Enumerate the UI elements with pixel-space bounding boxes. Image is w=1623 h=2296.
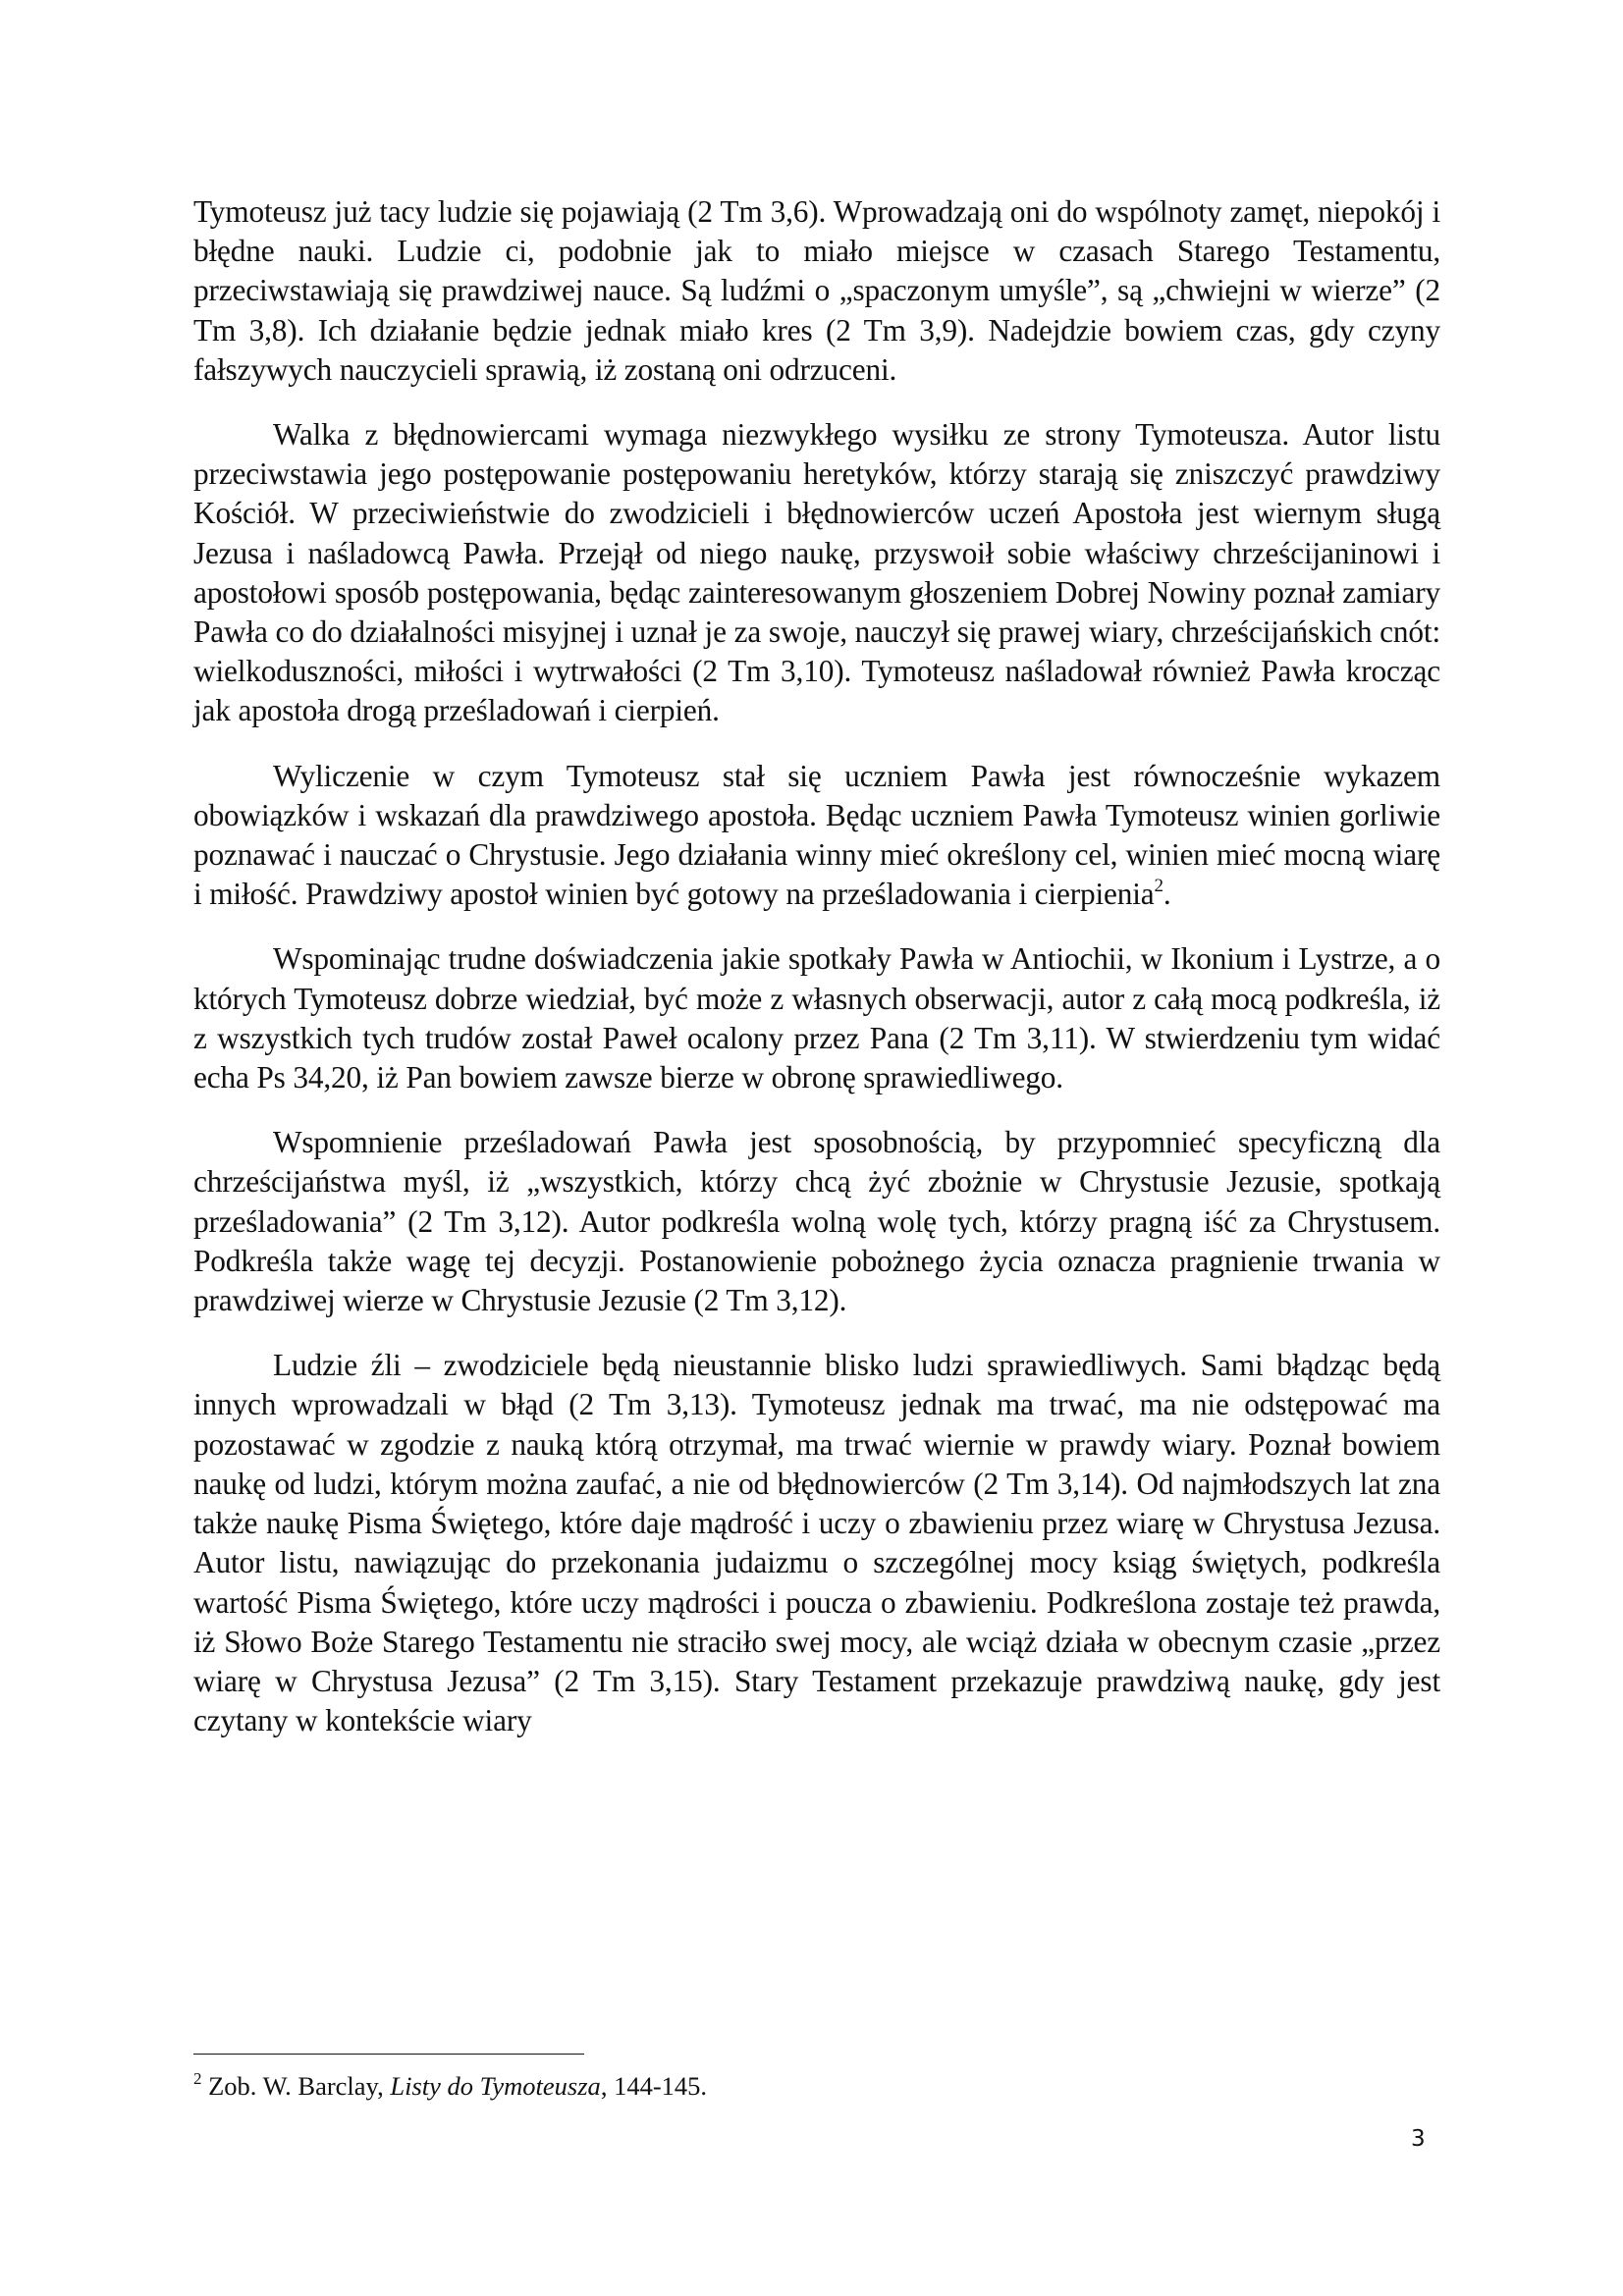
footnote: [193, 2069, 707, 2103]
document-body: [193, 192, 1440, 1766]
footnote-number: 2: [193, 2069, 202, 2088]
paragraph-3-tail: .: [1163, 877, 1171, 912]
paragraph-3-text: Wyliczenie w czym Tymoteusz stał się uczniem Pawła jest równocześnie wykazem obowiązków i wskazań dla prawdziwego apostoła. Będąc uczniem Pawła Tymoteusz winien gorliwie poznawać i nauczać o Chrystusie. Jego działania winny mieć określony cel, winien mieć mocną wiarę i miłość. Prawdziwy apostoł winien być gotowy na prześladowania i cierpienia: [193, 758, 1440, 912]
paragraph-3: [193, 757, 1440, 915]
footnote-prefix: Zob. W. Barclay,: [201, 2071, 391, 2101]
footnote-separator: [193, 2054, 584, 2055]
paragraph-1: Tymoteusz już tacy ludzie się pojawiają (2 Tm 3,6). Wprowadzają oni do wspólnoty zamęt, niepokój i błędne nauki. Ludzie ci, podobnie jak to miało miejsce w czasach Starego Testamentu, przeciwstawiają się prawdziwej nauce. Są ludźmi o „spaczonym umyśle”, są „chwiejni w wierze” (2 Tm 3,8). Ich działanie będzie jednak miało kres (2 Tm 3,9). Nadejdzie bowiem czas, gdy czyny fałszywych nauczycieli sprawią, iż zostaną oni odrzuceni.: [193, 194, 1440, 387]
paragraph-5: Wspomnienie prześladowań Pawła jest sposobnością, by przypomnieć specyficzną dla chrześcijaństwa myśl, iż „wszystkich, którzy chcą żyć zbożnie w Chrystusie Jezusie, spotkają prześladowania” (2 Tm 3,12). Autor podkreśla wolną wolę tych, którzy pragną iść za Chrystusem. Podkreśla także wagę tej decyzji. Postanowienie pobożnego życia oznacza pragnienie trwania w prawdziwej wierze w Chrystusie Jezusie (2 Tm 3,12).: [193, 1125, 1440, 1318]
paragraph-4: Wspominając trudne doświadczenia jakie spotkały Pawła w Antiochii, w Ikonium i Lystrze, a o których Tymoteusz dobrze wiedział, być może z własnych obserwacji, autor z całą mocą podkreśla, iż z wszystkich tych trudów został Paweł ocalony przez Pana (2 Tm 3,11). W stwierdzeniu tym widać echa Ps 34,20, iż Pan bowiem zawsze bierze w obronę sprawiedliwego.: [193, 941, 1440, 1095]
paragraph-2: Walka z błędnowiercami wymaga niezwykłego wysiłku ze strony Tymoteusza. Autor listu przeciwstawia jego postępowanie postępowaniu heretyków, którzy starają się zniszczyć prawdziwy Kościół. W przeciwieństwie do zwodzicieli i błędnowierców uczeń Apostoła jest wiernym sługą Jezusa i naśladowcą Pawła. Przejął od niego naukę, przyswoił sobie właściwy chrześcijaninowi i apostołowi sposób postępowania, będąc zainteresowanym głoszeniem Dobrej Nowiny poznał zamiary Pawła co do działalności misyjnej i uznał je za swoje, nauczył się prawej wiary, chrześcijańskich cnót: wielkoduszności, miłości i wytrwałości (2 Tm 3,10). Tymoteusz naśladował również Pawła krocząc jak apostoła drogą prześladowań i cierpień.: [193, 417, 1440, 728]
page-number: 3: [1411, 2126, 1426, 2152]
footnote-reference[interactable]: 2: [1154, 876, 1163, 897]
paragraph-6: Ludzie źli – zwodziciele będą nieustannie blisko ludzi sprawiedliwych. Sami błądząc będą innych wprowadzali w błąd (2 Tm 3,13). Tymoteusz jednak ma trwać, ma nie odstępować ma pozostawać w zgodzie z nauką którą otrzymał, ma trwać wiernie w prawdy wiary. Poznał bowiem naukę od ludzi, którym można zaufać, a nie od błędnowierców (2 Tm 3,14). Od najmłodszych lat zna także naukę Pisma Świętego, które daje mądrość i uczy o zbawieniu przez wiarę w Chrystusa Jezusa. Autor listu, nawiązując do przekonania judaizmu o szczególnej mocy ksiąg świętych, podkreśla wartość Pisma Świętego, które uczy mądrości i poucza o zbawieniu. Podkreślona zostaje też prawda, iż Słowo Boże Starego Testamentu nie straciło swej mocy, ale wciąż działa w obecnym czasie „przez wiarę w Chrystusa Jezusa” (2 Tm 3,15). Stary Testament przekazuje prawdziwą naukę, gdy jest czytany w kontekście wiary: [193, 1348, 1440, 1738]
footnote-book-title: Listy do Tymoteusza: [390, 2071, 601, 2101]
footnote-suffix: , 144-145.: [600, 2071, 708, 2101]
